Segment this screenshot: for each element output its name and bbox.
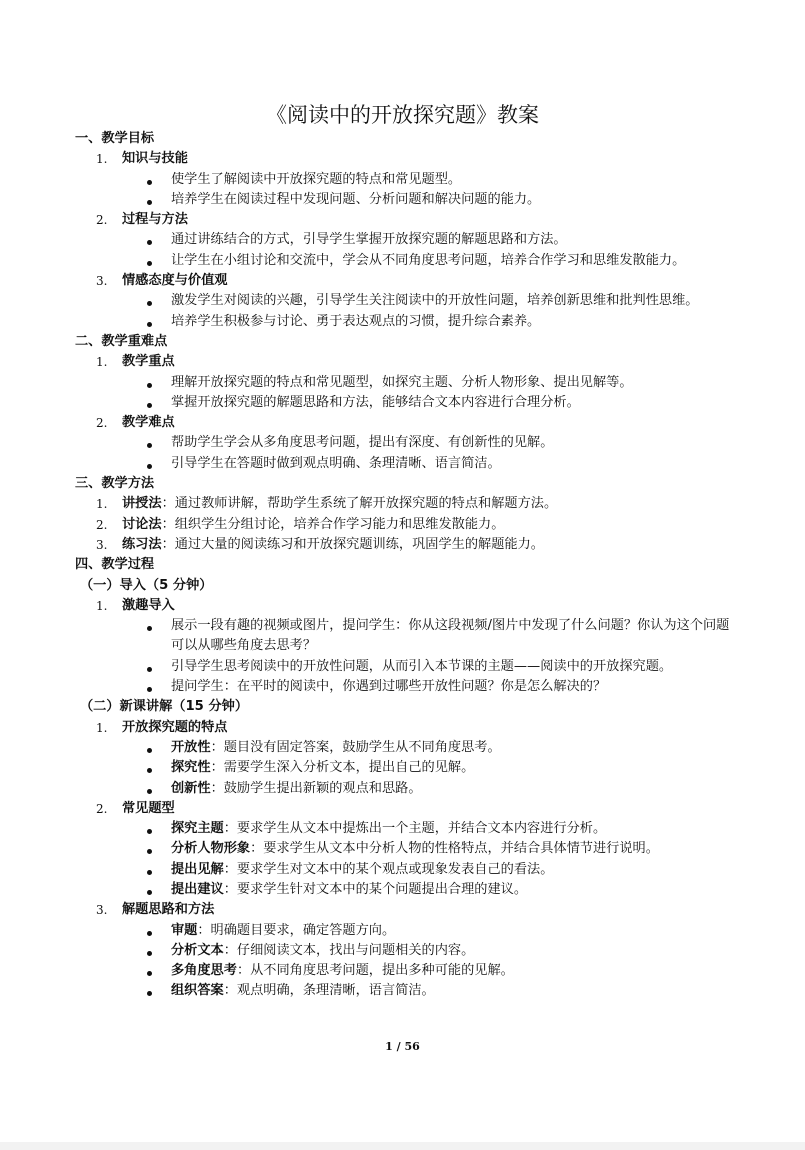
bullet-item: 培养学生积极参与讨论、勇于表达观点的习惯，提升综合素养。 (0, 312, 734, 332)
bullet-item: 让学生在小组讨论和交流中，学会从不同角度思考问题，培养合作学习和思维发散能力。 (0, 251, 734, 271)
list-label: 讨论法 (122, 516, 162, 532)
bullet-item: 使学生了解阅读中开放探究题的特点和常见题型。 (0, 170, 734, 190)
bullet-item: 提问学生：在平时的阅读中，你遇到过哪些开放性问题？你是怎么解决的？ (0, 677, 734, 697)
bullet-text: ：要求学生对文本中的某个观点或现象发表自己的看法。 (223, 861, 554, 877)
bullet-text: ：仔细阅读文本，找出与问题相关的内容。 (223, 942, 475, 958)
list-text: ：组织学生分组讨论，培养合作学习能力和思维发散能力。 (161, 516, 505, 532)
list-number: 1. (96, 720, 108, 735)
list-label: 知识与技能 (122, 151, 188, 167)
section-heading-process: 四、教学过程 (75, 557, 155, 573)
bullet-item: 掌握开放探究题的解题思路和方法，能够结合文本内容进行合理分析。 (0, 393, 734, 413)
list-item (0, 596, 805, 616)
bullet-label: 探究性 (171, 760, 211, 776)
list-text: ：通过教师讲解，帮助学生系统了解开放探究题的特点和解题方法。 (161, 496, 558, 512)
list-label: 讲授法 (122, 496, 162, 512)
list-label: 过程与方法 (122, 212, 188, 228)
list-item (0, 413, 805, 433)
bullet-item (0, 981, 734, 1001)
bullet-text: ：题目没有固定答案，鼓励学生从不同角度思考。 (210, 739, 501, 755)
list-item (0, 352, 805, 372)
bullet-item (0, 860, 734, 880)
list-label: 教学重点 (122, 354, 175, 370)
bullet-label: 创新性 (171, 780, 211, 796)
list-number: 2. (96, 416, 108, 431)
bullet-item (0, 758, 734, 778)
list-number: 2. (96, 801, 108, 816)
list-number: 1. (96, 152, 108, 167)
list-item (0, 799, 805, 819)
bullet-item: 通过讲练结合的方式，引导学生掌握开放探究题的解题思路和方法。 (0, 230, 734, 250)
list-item (0, 515, 805, 535)
list-item (0, 149, 805, 169)
list-item (0, 271, 805, 291)
list-label: 激趣导入 (122, 597, 175, 613)
list-label: 情感态度与价值观 (122, 273, 228, 289)
bullet-item (0, 921, 734, 941)
bullet-label: 开放性 (171, 739, 211, 755)
bullet-item (0, 738, 734, 758)
bullet-text: ：要求学生针对文本中的某个问题提出合理的建议。 (223, 881, 528, 897)
bullet-item (0, 941, 734, 961)
bullet-item: 培养学生在阅读过程中发现问题、分析问题和解决问题的能力。 (0, 190, 734, 210)
bullet-label: 提出见解 (171, 861, 224, 877)
bullet-text: ：要求学生从文本中分析人物的性格特点，并结合具体情节进行说明。 (250, 841, 659, 857)
list-number: 1. (96, 355, 108, 370)
list-number: 3. (96, 537, 108, 552)
bullet-label: 审题 (171, 922, 198, 938)
list-label: 常见题型 (122, 800, 175, 816)
bullet-text: ：从不同角度思考问题，提出多种可能的见解。 (236, 963, 514, 979)
bullet-item: 理解开放探究题的特点和常见题型，如探究主题、分析人物形象、提出见解等。 (0, 373, 734, 393)
list-item (0, 494, 805, 514)
bullet-label: 分析人物形象 (171, 841, 251, 857)
bullet-label: 提出建议 (171, 881, 224, 897)
bullet-item (0, 839, 734, 859)
bullet-item (0, 880, 734, 900)
bullet-item: 激发学生对阅读的兴趣，引导学生关注阅读中的开放性问题，培养创新思维和批判性思维。 (0, 291, 734, 311)
section-heading-methods: 三、教学方法 (75, 476, 155, 492)
bullet-text: ：明确题目要求，确定答题方向。 (197, 922, 396, 938)
list-text: ：通过大量的阅读练习和开放探究题训练，巩固学生的解题能力。 (161, 536, 544, 552)
subsection-heading-intro: （一）导入（5 分钟） (80, 577, 213, 593)
bullet-label: 多角度思考 (171, 963, 237, 979)
document-title: 《阅读中的开放探究题》教案 (266, 103, 539, 127)
list-item (0, 718, 805, 738)
list-number: 2. (96, 213, 108, 228)
bullet-text: ：要求学生从文本中提炼出一个主题，并结合文本内容进行分析。 (223, 821, 607, 837)
bullet-text: ：观点明确，条理清晰，语言简洁。 (223, 983, 435, 999)
list-label: 开放探究题的特点 (122, 719, 228, 735)
list-number: 3. (96, 903, 108, 918)
bullet-label: 探究主题 (171, 821, 224, 837)
section-heading-keypoints: 二、教学重难点 (75, 333, 168, 349)
document-body (0, 129, 805, 1002)
list-number: 3. (96, 274, 108, 289)
bullet-item (0, 819, 734, 839)
page-number: 1 / 56 (385, 1040, 420, 1053)
list-item (0, 900, 805, 920)
bullet-text: ：需要学生深入分析文本，提出自己的见解。 (210, 760, 475, 776)
section-heading-goals: 一、教学目标 (75, 131, 155, 146)
list-label: 练习法 (122, 536, 162, 552)
bullet-item: 引导学生思考阅读中的开放性问题，从而引入本节课的主题——阅读中的开放探究题。 (0, 657, 734, 677)
bullet-item (0, 961, 734, 981)
subsection-heading-lecture: （二）新课讲解（15 分钟） (80, 699, 249, 715)
list-number: 1. (96, 598, 108, 613)
list-number: 2. (96, 517, 108, 532)
bullet-item: 引导学生在答题时做到观点明确、条理清晰、语言简洁。 (0, 454, 734, 474)
bullet-item: 展示一段有趣的视频或图片，提问学生：你从这段视频/图片中发现了什么问题？你认为这个问题可以从哪些角度去思考？ (0, 616, 734, 657)
list-label: 解题思路和方法 (122, 902, 215, 918)
bullet-text: ：鼓励学生提出新颖的观点和思路。 (210, 780, 422, 796)
bullet-label: 组织答案 (171, 983, 224, 999)
bullet-label: 分析文本 (171, 942, 224, 958)
bullet-item (0, 779, 734, 799)
list-label: 教学难点 (122, 415, 175, 431)
list-number: 1. (96, 497, 108, 512)
bullet-item: 帮助学生学会从多角度思考问题，提出有深度、有创新性的见解。 (0, 433, 734, 453)
list-item (0, 210, 805, 230)
list-item (0, 535, 805, 555)
